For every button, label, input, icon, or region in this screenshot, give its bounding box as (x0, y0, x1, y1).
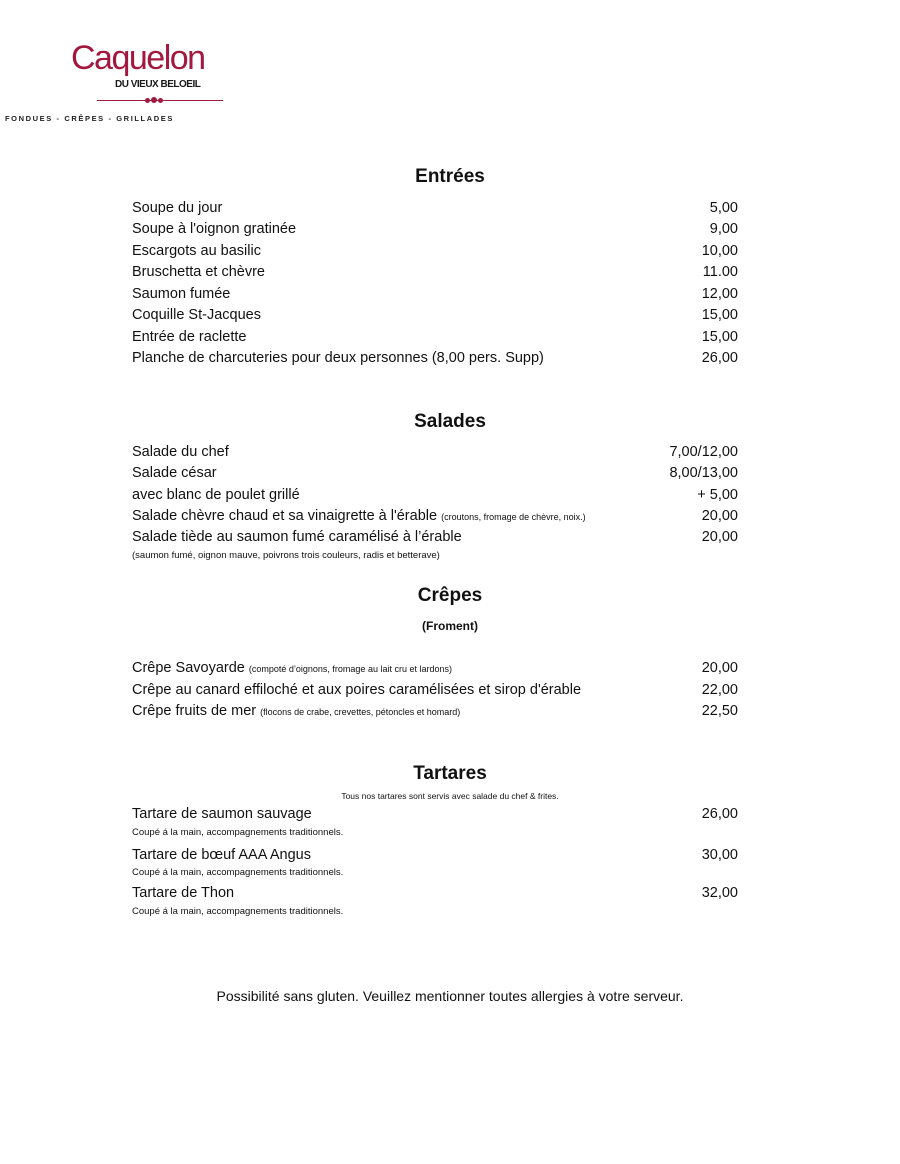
item-price: 9,00 (709, 221, 738, 237)
item-name: Coquille St-Jacques (132, 307, 261, 323)
menu-item (132, 284, 738, 304)
menu-item (132, 804, 738, 824)
logo-subtitle: DU VIEUX BELOEIL (115, 79, 201, 90)
menu-item (132, 506, 738, 527)
item-price: + 5,00 (697, 487, 738, 503)
logo-name: Caquelon (71, 39, 205, 77)
item-price: 10,00 (701, 243, 738, 259)
item-price: 12,00 (701, 286, 738, 302)
item-price: 32,00 (701, 885, 738, 901)
item-name: Tartare de Thon (132, 885, 235, 901)
section-title-crepes: Crêpes (417, 585, 483, 606)
item-name: Entrée de raclette (132, 329, 247, 345)
item-price: 20,00 (701, 508, 738, 524)
menu-item (132, 680, 738, 700)
menu-item (132, 348, 738, 368)
allergy-notice: Possibilité sans gluten. Veuillez mentionner toutes allergies à votre serveur. (216, 988, 684, 1004)
item-price: 26,00 (701, 350, 738, 366)
item-name: Soupe du jour (132, 200, 223, 216)
item-name: Escargots au basilic (132, 243, 261, 259)
menu-item (132, 845, 738, 865)
menu-item (132, 527, 738, 547)
menu-item (132, 241, 738, 261)
logo-ornament-icon (144, 96, 164, 104)
item-price: 15,00 (701, 307, 738, 323)
menu-item (132, 485, 738, 505)
item-note: (compoté d’oignons, fromage au lait cru et lardons) (248, 664, 452, 674)
menu-item (132, 701, 738, 722)
menu-item (132, 327, 738, 347)
item-price: 20,00 (701, 660, 738, 676)
item-price: 15,00 (701, 329, 738, 345)
section-title-tartares: Tartares (413, 763, 487, 784)
menu-item (132, 658, 738, 679)
item-name: Crêpe Savoyarde (132, 660, 245, 676)
item-price: 11.00 (702, 264, 738, 280)
item-description: (saumon fumé, oignon mauve, poivrons trois couleurs, radis et betterave) (132, 550, 440, 561)
item-price: 26,00 (701, 806, 738, 822)
item-name: Salade césar (132, 465, 217, 481)
menu-item (132, 883, 738, 903)
menu-item (132, 198, 738, 218)
section-title-entrees: Entrées (415, 166, 485, 187)
item-price: 8,00/13,00 (669, 465, 738, 481)
section-subtitle-crepes: (Froment) (422, 619, 478, 633)
section-note-tartares: Tous nos tartares sont servis avec salade du chef & frites. (341, 791, 559, 801)
item-price: 7,00/12,00 (669, 444, 738, 460)
item-name: Soupe à l'oignon gratinée (132, 221, 297, 237)
item-name: Tartare de bœuf AAA Angus (132, 847, 311, 863)
menu-item (132, 442, 738, 462)
menu-item (132, 262, 738, 282)
item-name: Salade tiède au saumon fumé caramélisé à l’érable (132, 529, 462, 545)
item-description: Coupé á la main, accompagnements traditionnels. (132, 867, 344, 878)
item-price: 5,00 (709, 200, 738, 216)
item-name: Crêpe au canard effiloché et aux poires caramélisées et sirop d'érable (132, 682, 582, 698)
item-description: Coupé á la main, accompagnements traditionnels. (132, 906, 344, 917)
item-description: Coupé á la main, accompagnements traditionnels. (132, 827, 344, 838)
item-name: Planche de charcuteries pour deux personnes (8,00 pers. Supp) (132, 350, 544, 366)
item-note: (croutons, fromage de chèvre, noix.) (441, 512, 586, 522)
item-name: Salade chèvre chaud et sa vinaigrette à l'érable (132, 508, 438, 524)
menu-item (132, 219, 738, 239)
section-title-salades: Salades (414, 411, 486, 432)
menu-item (132, 305, 738, 325)
item-price: 30,00 (701, 847, 738, 863)
item-price: 20,00 (701, 529, 738, 545)
item-name: Crêpe fruits de mer (132, 703, 257, 719)
menu-item (132, 463, 738, 483)
item-name: Saumon fumée (132, 286, 231, 302)
item-name: avec blanc de poulet grillé (132, 487, 300, 503)
item-name: Tartare de saumon sauvage (132, 806, 312, 822)
item-name: Salade du chef (132, 444, 229, 460)
logo-tagline: FONDUES - CRÊPES - GRILLADES (5, 114, 174, 123)
item-price: 22,00 (701, 682, 738, 698)
item-price: 22,50 (701, 703, 738, 719)
item-note: (flocons de crabe, crevettes, pétoncles et homard) (260, 707, 461, 717)
item-name: Bruschetta et chèvre (132, 264, 265, 280)
